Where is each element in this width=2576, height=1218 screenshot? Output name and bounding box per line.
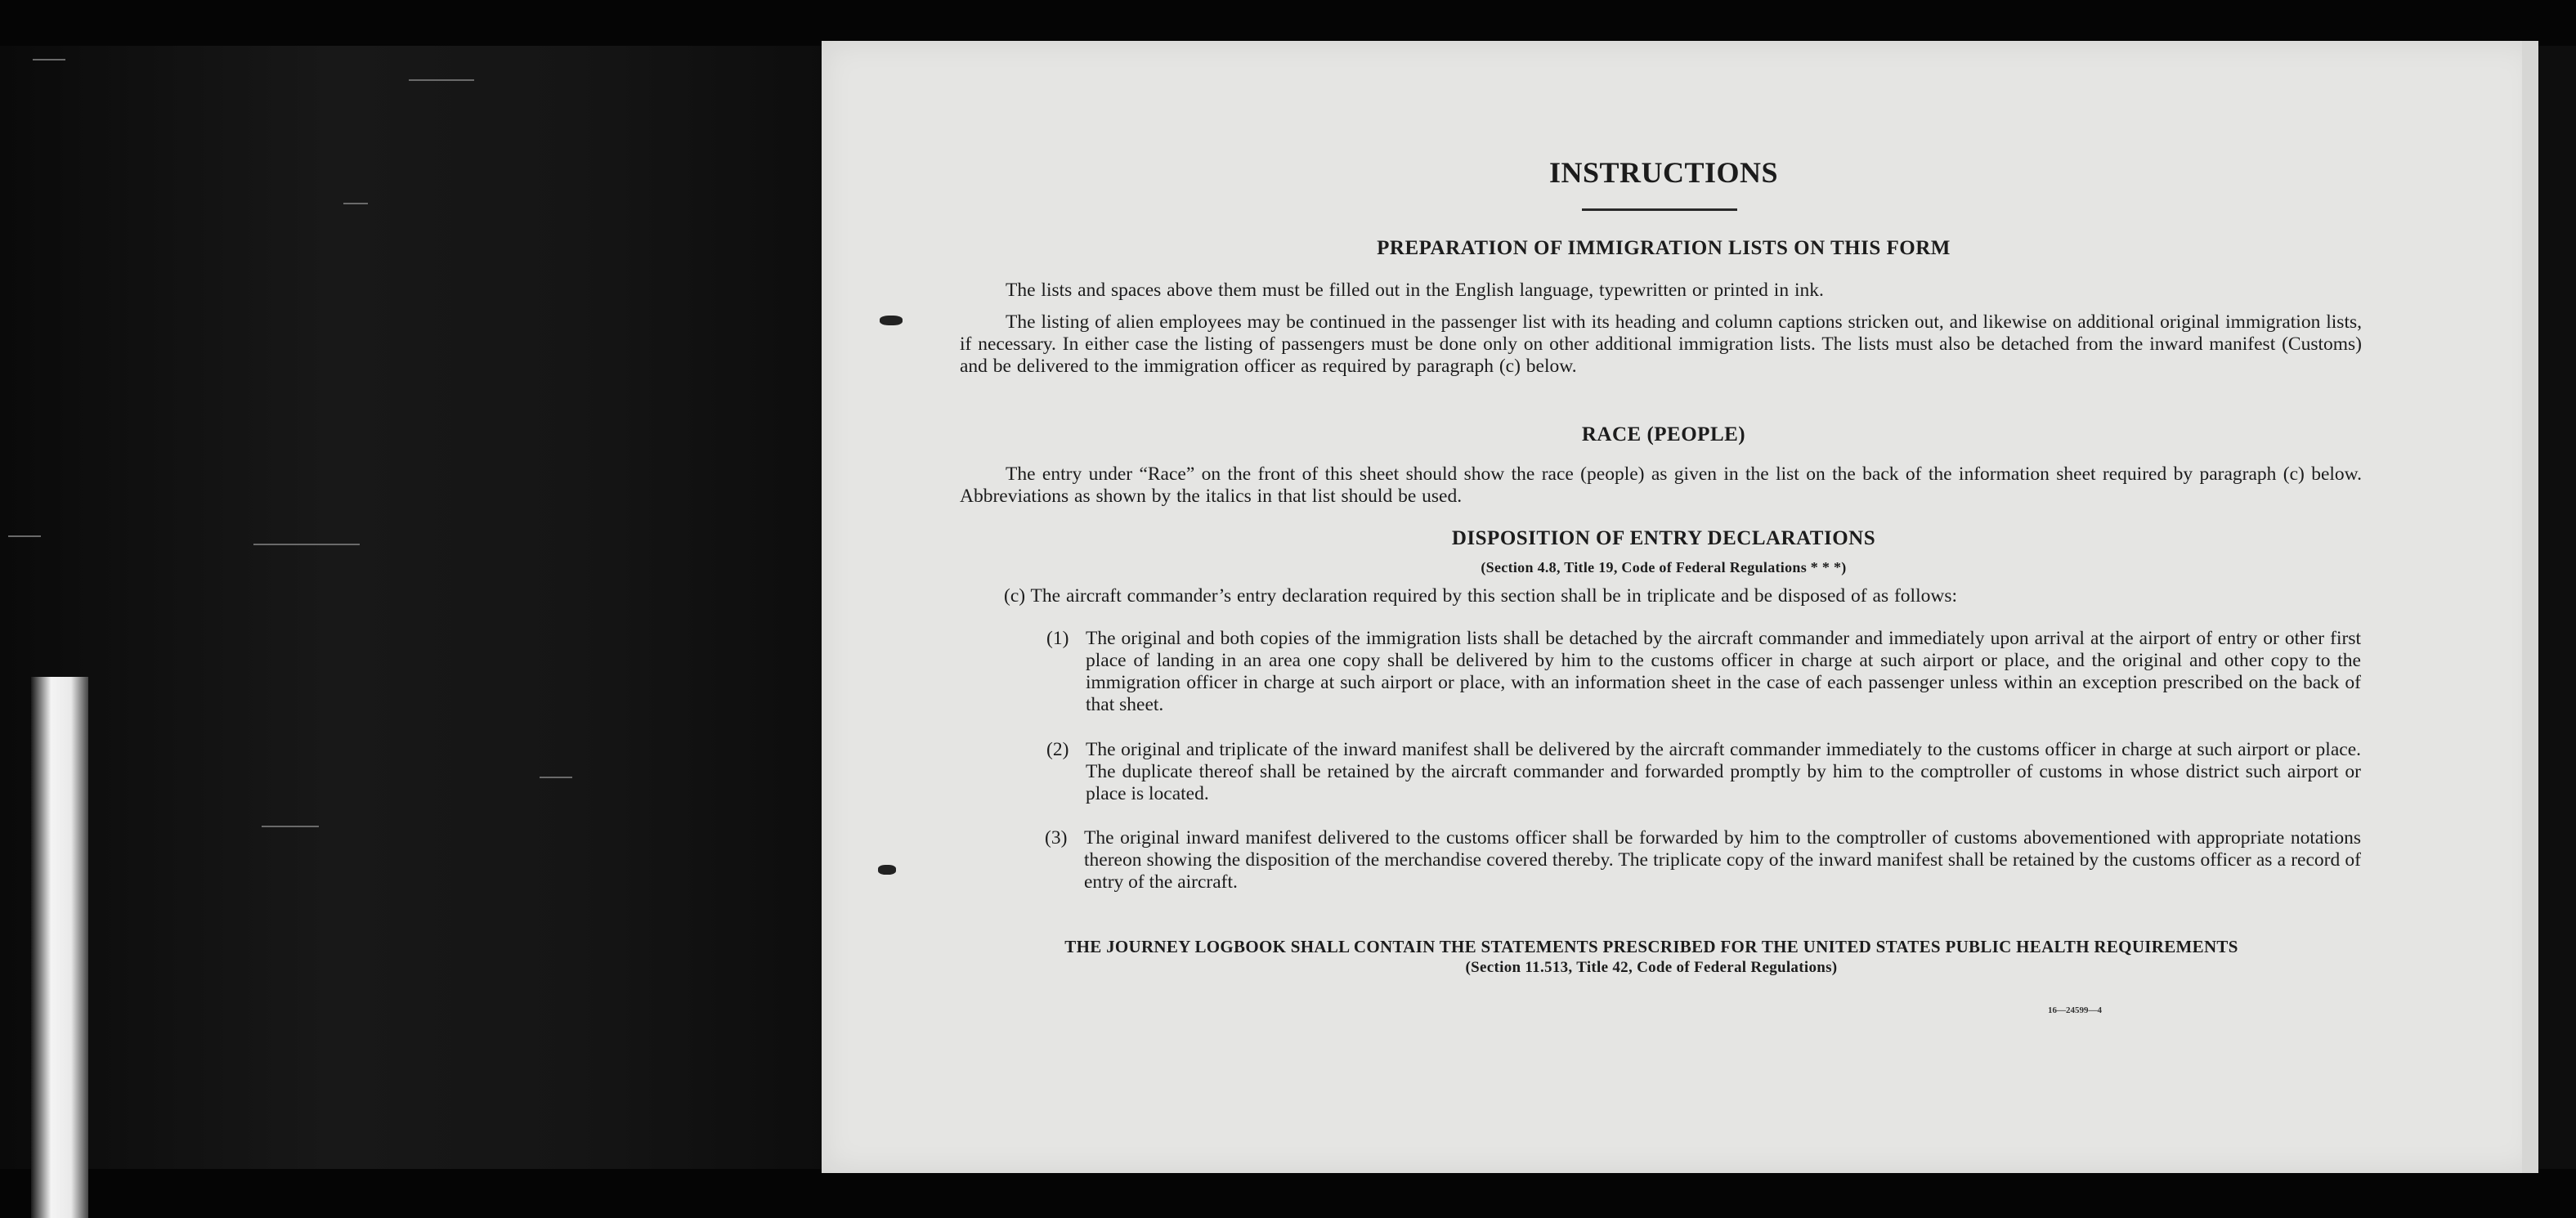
section-heading-race: RACE (PEOPLE): [1581, 423, 1746, 446]
scan-speck: [343, 203, 368, 204]
paragraph-c-intro: (c) The aircraft commander’s entry declaration required by this section shall be in triplicate and be disposed of as follows:: [1004, 585, 1957, 607]
section-heading-preparation: PREPARATION OF IMMIGRATION LISTS ON THIS FORM: [1377, 237, 1951, 259]
item-number-3: (3): [1045, 827, 1068, 849]
item-text-2: The original and triplicate of the inward manifest shall be delivered by the aircraft commander immediately to the customs officer in charge at such airport or place. The duplicate thereof shall be retained by the aircraft commander and forwarded promptly by him to the comptroller of customs in whose district such airport or place is located.: [1086, 739, 2361, 804]
footer-regulation-citation: (Section 11.513, Title 42, Code of Federal Regulations): [1465, 959, 1838, 976]
section-heading-disposition: DISPOSITION OF ENTRY DECLARATIONS: [1451, 527, 1876, 549]
scan-speck: [409, 79, 474, 81]
title-underline: [1582, 208, 1737, 211]
section-subheading-disposition: (Section 4.8, Title 19, Code of Federal Regulations * * *): [1481, 559, 1847, 575]
item-number-1: (1): [1046, 628, 1069, 649]
scan-edge-strip: [31, 677, 88, 1218]
item-text-3: The original inward manifest delivered to the customs officer shall be forwarded by him to the comptroller of customs abovementioned with appropriate notations thereon showing the disposition of the merchandise covered thereby. The triplicate copy of the inward manifest shall be retained by the customs officer as a record of entry of the aircraft.: [1084, 827, 2361, 893]
scan-speck: [262, 826, 319, 827]
scan-bottom-band: [0, 1169, 2576, 1218]
form-number: 16—24599—4: [2048, 1005, 2102, 1015]
paragraph-language-text: The lists and spaces above them must be filled out in the English language, typewritten or printed in ink.: [1006, 280, 1824, 301]
paragraph-language: [960, 280, 2362, 302]
paragraph-race: [960, 463, 2362, 508]
paragraph-alien-employees: [960, 311, 2362, 378]
scan-speck: [33, 59, 65, 60]
scan-background: [0, 0, 826, 1218]
paragraph-alien-employees-text: The listing of alien employees may be continued in the passenger list with its heading and column captions stricken out, and likewise on additional original immigration lists, if necessary. In either case the listing of passengers must be done only on other additional immigration lists. The lists must also be detached from the inward manifest (Customs) and be delivered to the immigration officer as required by paragraph (c) below.: [960, 311, 2362, 377]
page-edge: [2522, 41, 2538, 1173]
paragraph-race-text: The entry under “Race” on the front of this sheet should show the race (people) as given in the list on the back of the information sheet required by paragraph (c) below. Abbreviations as shown by the italics in that list should be used.: [960, 463, 2362, 507]
scan-speck: [540, 777, 572, 778]
scan-top-band: [0, 0, 2576, 46]
scan-speck: [8, 535, 41, 537]
footer-logbook-statement: THE JOURNEY LOGBOOK SHALL CONTAIN THE STATEMENTS PRESCRIBED FOR THE UNITED STATES PUBLIC HEALTH REQUIREMENTS: [1064, 937, 2238, 956]
item-number-2: (2): [1046, 739, 1069, 760]
page-title: INSTRUCTIONS: [1548, 156, 1779, 189]
margin-mark: [880, 316, 903, 325]
item-text-1: The original and both copies of the immigration lists shall be detached by the aircraft commander and immediately upon arrival at the airport of entry or other first place of landing in an area one copy shall be delivered by him to the customs officer in charge at such airport or place, and the original and other copy to the immigration officer in charge at such airport or place, with an information sheet in the case of each passenger unless within an exception prescribed on the back of that sheet.: [1086, 628, 2361, 715]
margin-mark: [878, 865, 896, 875]
scan-speck: [253, 544, 360, 545]
